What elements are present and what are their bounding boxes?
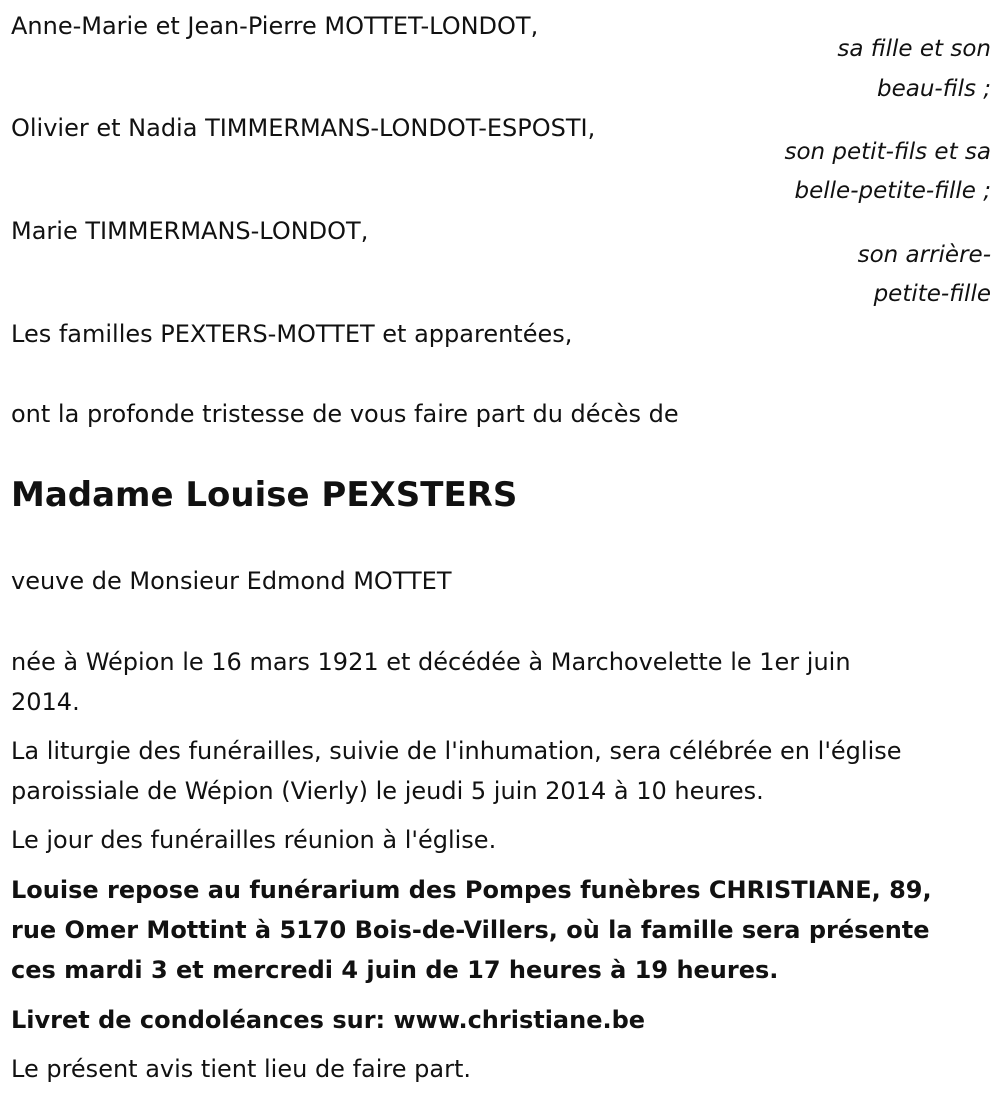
rest-line: ces mardi 3 et mercredi 4 juin de 17 heures à 19 heures. [11, 956, 779, 984]
family-relation: beau-fils ; [876, 76, 991, 102]
family-relation: son petit-fils et sa [784, 139, 991, 165]
rest-line: Louise repose au funérarium des Pompes funèbres CHRISTIANE, 89, [11, 876, 932, 904]
family-member-name: Marie TIMMERMANS-LONDOT, [11, 217, 369, 245]
meeting-line: Le jour des funérailles réunion à l'église. [11, 826, 497, 854]
families-line: Les familles PEXTERS-MOTTET et apparentées, [11, 320, 573, 348]
liturgy-line: La liturgie des funérailles, suivie de l'inhumation, sera célébrée en l'église [11, 737, 902, 765]
family-member-name: Anne-Marie et Jean-Pierre MOTTET-LONDOT, [11, 12, 539, 40]
widow-line: veuve de Monsieur Edmond MOTTET [11, 567, 452, 595]
rest-line: rue Omer Mottint à 5170 Bois-de-Villers, où la famille sera présente [11, 916, 930, 944]
closing-line: Le présent avis tient lieu de faire part. [11, 1055, 471, 1083]
announcement-line: ont la profonde tristesse de vous faire part du décès de [11, 400, 679, 428]
family-relation: son arrière- [857, 242, 991, 268]
deceased-name: Madame Louise PEXSTERS [11, 475, 518, 515]
condolences-line: Livret de condoléances sur: www.christiane.be [11, 1006, 646, 1034]
liturgy-line: paroissiale de Wépion (Vierly) le jeudi 5 juin 2014 à 10 heures. [11, 777, 764, 805]
family-relation: sa fille et son [837, 36, 991, 62]
family-member-name: Olivier et Nadia TIMMERMANS-LONDOT-ESPOSTI, [11, 114, 596, 142]
family-relation: belle-petite-fille ; [794, 178, 991, 204]
family-relation: petite-fille [873, 281, 991, 307]
birth-death-line: née à Wépion le 16 mars 1921 et décédée à Marchovelette le 1er juin [11, 648, 851, 676]
birth-death-line: 2014. [11, 688, 80, 716]
